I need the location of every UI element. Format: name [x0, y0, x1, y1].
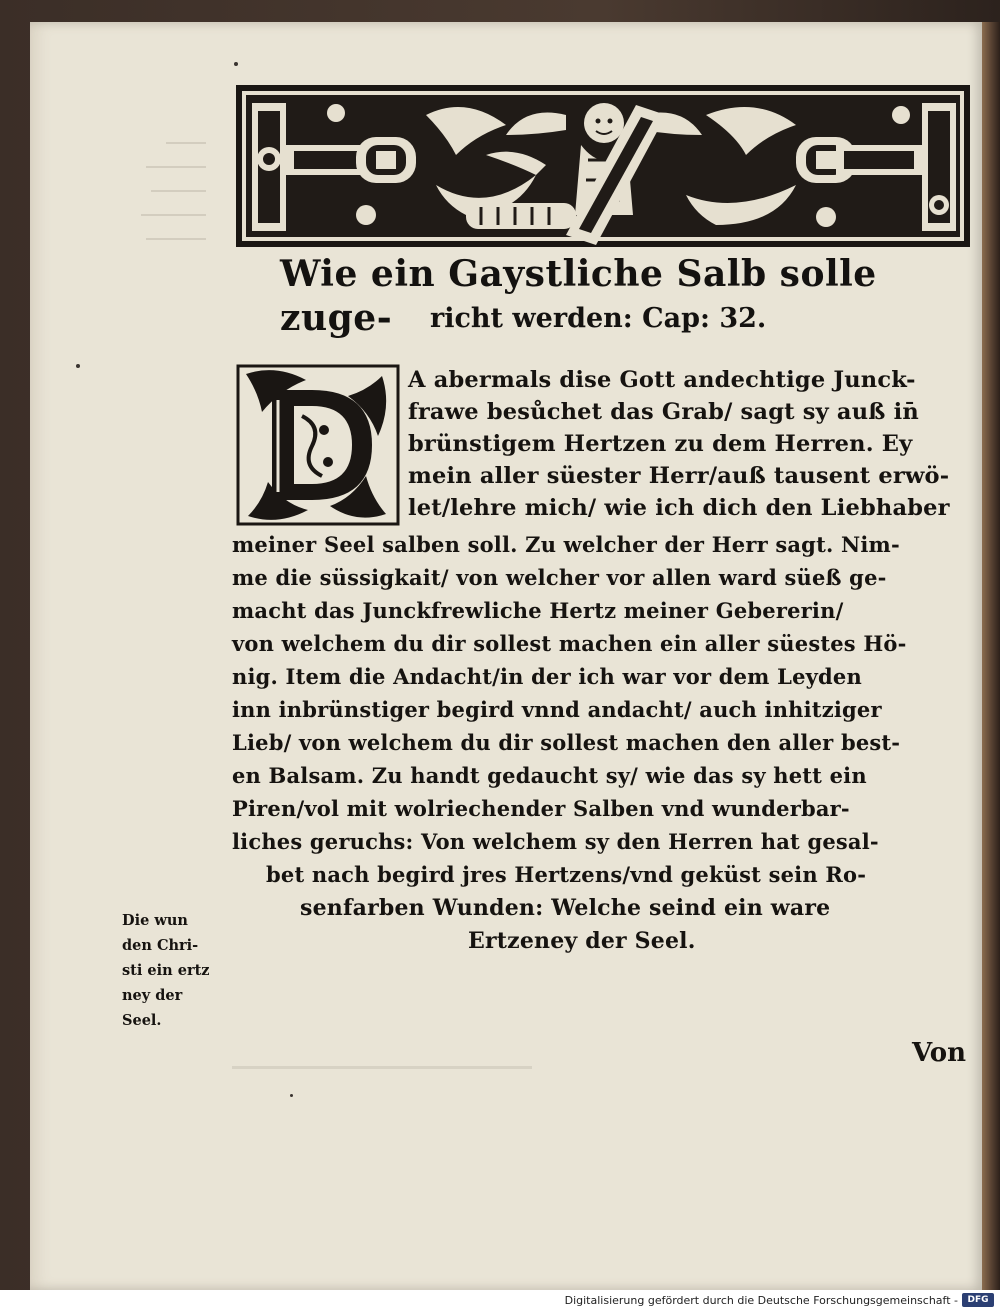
body-line: Piren/vol mit wolriechender Salben vnd wunderbar-: [232, 796, 850, 821]
body-line: Lieb/ von welchem du dir sollest machen den aller best-: [232, 730, 901, 755]
chapter-title: Wie ein Gaystliche Salb solle zuge-: [280, 253, 877, 339]
marginal-line: Seel.: [122, 1012, 162, 1029]
catchword: Von: [912, 1038, 967, 1068]
body-line: let/lehre mich/ wie ich dich den Liebhaber: [408, 495, 950, 521]
body-line: senfarben Wunden: Welche seind ein ware: [300, 895, 831, 921]
show-through: [232, 1036, 552, 1070]
ink-speck: [76, 364, 80, 368]
marginal-line: Die wun: [122, 912, 188, 929]
body-line: frawe besůchet das Grab/ sagt sy auß in̄: [408, 399, 919, 425]
body-line: A abermals dise Gott andechtige Junck-: [408, 367, 916, 393]
show-through: [126, 120, 221, 260]
chapter-subtitle: richt werden: Cap: 32.: [430, 303, 767, 334]
body-line: nig. Item die Andacht/in der ich war vor dem Leyden: [232, 664, 862, 689]
marginal-note: [122, 908, 232, 1033]
marginal-line: sti ein ertz: [122, 962, 210, 979]
body-line: inn inbrünstiger begird vnnd andacht/ auch inhitziger: [232, 697, 882, 722]
marginal-line: den Chri-: [122, 937, 199, 954]
body-line: meiner Seel salben soll. Zu welcher der Herr sagt. Nim-: [232, 532, 900, 557]
footer-credit: Digitalisierung gefördert durch die Deutsche Forschungsgemeinschaft -: [564, 1294, 958, 1307]
marginal-line: ney der: [122, 987, 183, 1004]
dfg-logo: DFG: [962, 1293, 994, 1307]
body-line: liches geruchs: Von welchem sy den Herren hat gesal-: [232, 829, 879, 854]
body-line: mein aller süester Herr/auß tausent erwö-: [408, 463, 950, 489]
body-line: me die süssigkait/ von welcher vor allen ward süeß ge-: [232, 565, 887, 590]
body-line: macht das Junckfrewliche Hertz meiner Gebererin/: [232, 598, 844, 623]
ink-speck: [290, 1094, 293, 1097]
body-line: von welchem du dir sollest machen ein aller süestes Hö-: [232, 631, 907, 656]
body-line: brünstigem Hertzen zu dem Herren. Ey: [408, 431, 913, 457]
body-line: en Balsam. Zu handt gedaucht sy/ wie das sy hett ein: [232, 763, 867, 788]
body-line: bet nach begird jres Hertzens/vnd geküst sein Ro-: [266, 862, 867, 887]
decorated-initial-d: [232, 360, 404, 530]
woodcut-header-ornament: [236, 85, 970, 247]
body-line: Ertzeney der Seel.: [468, 928, 696, 954]
ink-speck: [234, 62, 238, 66]
page-edge: [982, 22, 1000, 1290]
